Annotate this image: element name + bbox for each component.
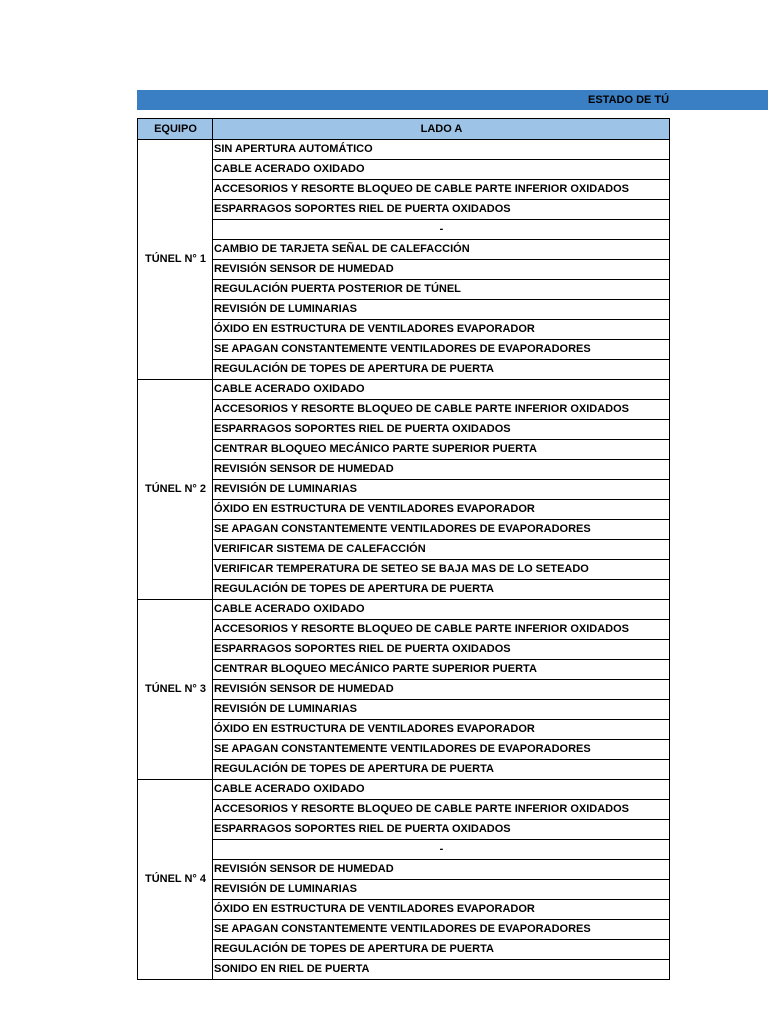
table-row <box>138 240 670 260</box>
table-row <box>138 280 670 300</box>
item-cell[interactable]: REVISIÓN SENSOR DE HUMEDAD <box>213 260 670 280</box>
item-cell[interactable]: CABLE ACERADO OXIDADO <box>213 380 670 400</box>
table-row <box>138 580 670 600</box>
item-cell[interactable]: REVISIÓN SENSOR DE HUMEDAD <box>213 460 670 480</box>
table-row <box>138 520 670 540</box>
item-cell[interactable]: REGULACIÓN DE TOPES DE APERTURA DE PUERTA <box>213 760 670 780</box>
table-row <box>138 660 670 680</box>
item-cell[interactable]: ESPARRAGOS SOPORTES RIEL DE PUERTA OXIDADOS <box>213 420 670 440</box>
item-cell[interactable]: REGULACIÓN PUERTA POSTERIOR DE TÚNEL <box>213 280 670 300</box>
table-row <box>138 960 670 980</box>
item-cell[interactable]: - <box>213 220 670 240</box>
table-row <box>138 640 670 660</box>
item-cell[interactable]: REVISIÓN DE LUMINARIAS <box>213 700 670 720</box>
table-row <box>138 900 670 920</box>
table-row <box>138 600 670 620</box>
table-row <box>138 880 670 900</box>
item-cell[interactable]: SONIDO EN RIEL DE PUERTA <box>213 960 670 980</box>
table-row <box>138 180 670 200</box>
item-cell[interactable]: REVISIÓN SENSOR DE HUMEDAD <box>213 860 670 880</box>
item-cell[interactable]: CABLE ACERADO OXIDADO <box>213 780 670 800</box>
table-row <box>138 380 670 400</box>
table-row <box>138 720 670 740</box>
table-row <box>138 220 670 240</box>
table-row <box>138 700 670 720</box>
table-row <box>138 620 670 640</box>
item-cell[interactable]: VERIFICAR SISTEMA DE CALEFACCIÓN <box>213 540 670 560</box>
equipo-cell[interactable]: TÚNEL N° 3 <box>138 600 213 780</box>
table-row <box>138 140 670 160</box>
item-cell[interactable]: SE APAGAN CONSTANTEMENTE VENTILADORES DE EVAPORADORES <box>213 520 670 540</box>
item-cell[interactable]: CABLE ACERADO OXIDADO <box>213 160 670 180</box>
item-cell[interactable]: ÓXIDO EN ESTRUCTURA DE VENTILADORES EVAPORADOR <box>213 320 670 340</box>
table-row <box>138 500 670 520</box>
table-row <box>138 780 670 800</box>
item-cell[interactable]: ACCESORIOS Y RESORTE BLOQUEO DE CABLE PARTE INFERIOR OXIDADOS <box>213 400 670 420</box>
table-row <box>138 340 670 360</box>
item-cell[interactable]: ESPARRAGOS SOPORTES RIEL DE PUERTA OXIDADOS <box>213 820 670 840</box>
table-row <box>138 740 670 760</box>
item-cell[interactable]: SE APAGAN CONSTANTEMENTE VENTILADORES DE EVAPORADORES <box>213 340 670 360</box>
table-row <box>138 300 670 320</box>
equipo-cell[interactable]: TÚNEL N° 2 <box>138 380 213 600</box>
item-cell[interactable]: CAMBIO DE TARJETA SEÑAL DE CALEFACCIÓN <box>213 240 670 260</box>
status-table <box>137 118 670 980</box>
item-cell[interactable]: ACCESORIOS Y RESORTE BLOQUEO DE CABLE PARTE INFERIOR OXIDADOS <box>213 800 670 820</box>
table-row <box>138 920 670 940</box>
table-row <box>138 420 670 440</box>
item-cell[interactable]: ÓXIDO EN ESTRUCTURA DE VENTILADORES EVAPORADOR <box>213 720 670 740</box>
item-cell[interactable]: CENTRAR BLOQUEO MECÁNICO PARTE SUPERIOR PUERTA <box>213 440 670 460</box>
item-cell[interactable]: REGULACIÓN DE TOPES DE APERTURA DE PUERTA <box>213 940 670 960</box>
table-body <box>138 140 670 980</box>
table-row <box>138 760 670 780</box>
item-cell[interactable]: ESPARRAGOS SOPORTES RIEL DE PUERTA OXIDADOS <box>213 200 670 220</box>
table-row <box>138 460 670 480</box>
table-row <box>138 540 670 560</box>
table-row <box>138 940 670 960</box>
table-row <box>138 820 670 840</box>
item-cell[interactable]: REVISIÓN DE LUMINARIAS <box>213 480 670 500</box>
item-cell[interactable]: ACCESORIOS Y RESORTE BLOQUEO DE CABLE PARTE INFERIOR OXIDADOS <box>213 180 670 200</box>
table-row <box>138 560 670 580</box>
table-row <box>138 400 670 420</box>
item-cell[interactable]: REVISIÓN DE LUMINARIAS <box>213 880 670 900</box>
header-row <box>138 119 670 140</box>
header-equipo[interactable]: EQUIPO <box>138 119 213 140</box>
table-row <box>138 260 670 280</box>
item-cell[interactable]: REGULACIÓN DE TOPES DE APERTURA DE PUERTA <box>213 580 670 600</box>
item-cell[interactable]: CABLE ACERADO OXIDADO <box>213 600 670 620</box>
table-row <box>138 200 670 220</box>
item-cell[interactable]: REGULACIÓN DE TOPES DE APERTURA DE PUERTA <box>213 360 670 380</box>
sheet-title: ESTADO DE TÚ <box>588 94 670 106</box>
item-cell[interactable]: SE APAGAN CONSTANTEMENTE VENTILADORES DE EVAPORADORES <box>213 740 670 760</box>
item-cell[interactable]: SE APAGAN CONSTANTEMENTE VENTILADORES DE EVAPORADORES <box>213 920 670 940</box>
item-cell[interactable]: ÓXIDO EN ESTRUCTURA DE VENTILADORES EVAPORADOR <box>213 500 670 520</box>
table-row <box>138 160 670 180</box>
table-row <box>138 480 670 500</box>
equipo-cell[interactable]: TÚNEL N° 4 <box>138 780 213 980</box>
table-row <box>138 800 670 820</box>
item-cell[interactable]: SIN APERTURA AUTOMÁTICO <box>213 140 670 160</box>
table-row <box>138 860 670 880</box>
item-cell[interactable]: ESPARRAGOS SOPORTES RIEL DE PUERTA OXIDADOS <box>213 640 670 660</box>
table-row <box>138 680 670 700</box>
table-row <box>138 360 670 380</box>
header-lado-a[interactable]: LADO A <box>213 119 670 140</box>
item-cell[interactable]: REVISIÓN DE LUMINARIAS <box>213 300 670 320</box>
item-cell[interactable]: REVISIÓN SENSOR DE HUMEDAD <box>213 680 670 700</box>
table-row <box>138 320 670 340</box>
item-cell[interactable]: VERIFICAR TEMPERATURA DE SETEO SE BAJA MAS DE LO SETEADO <box>213 560 670 580</box>
item-cell[interactable]: CENTRAR BLOQUEO MECÁNICO PARTE SUPERIOR PUERTA <box>213 660 670 680</box>
item-cell[interactable]: ACCESORIOS Y RESORTE BLOQUEO DE CABLE PARTE INFERIOR OXIDADOS <box>213 620 670 640</box>
table-row <box>138 440 670 460</box>
equipo-cell[interactable]: TÚNEL N° 1 <box>138 140 213 380</box>
item-cell[interactable]: ÓXIDO EN ESTRUCTURA DE VENTILADORES EVAPORADOR <box>213 900 670 920</box>
item-cell[interactable]: - <box>213 840 670 860</box>
sheet-title-bar <box>137 90 768 110</box>
table-row <box>138 840 670 860</box>
